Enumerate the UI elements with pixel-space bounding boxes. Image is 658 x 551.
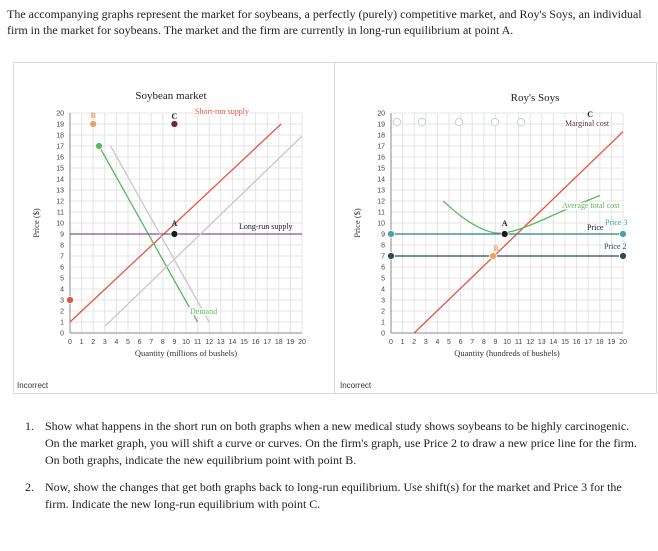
x-tick-label: 18 (274, 339, 283, 346)
empty-point-slot[interactable] (418, 118, 425, 125)
x-tick-label: 20 (298, 339, 306, 346)
y-tick-label: 16 (56, 154, 64, 162)
y-tick-label: 0 (60, 330, 64, 338)
x-axis-label: Quantity (millions of bushels) (134, 348, 238, 358)
y-tick-label: 6 (60, 264, 64, 272)
x-tick-label: 5 (447, 339, 451, 346)
y-tick-label: 1 (381, 319, 385, 327)
empty-point-slot[interactable] (517, 118, 524, 125)
firm-graph[interactable] (335, 63, 656, 393)
y-tick-label: 14 (56, 176, 64, 184)
empty-point-slot[interactable] (393, 118, 400, 125)
x-tick-label: 11 (193, 339, 202, 346)
y-tick-label: 11 (377, 209, 385, 217)
y-tick-label: 17 (56, 143, 64, 151)
x-tick-label: 6 (137, 339, 142, 346)
question-1-number: 1. (25, 419, 34, 433)
x-tick-label: 17 (263, 339, 272, 346)
y-tick-label: 15 (377, 165, 385, 173)
y-tick-label: 17 (377, 143, 385, 151)
point-b (90, 121, 97, 128)
x-tick-label: 3 (102, 339, 107, 346)
point-handle (67, 297, 74, 304)
y-tick-label: 8 (60, 242, 64, 250)
status-incorrect-firm: Incorrect (340, 381, 372, 390)
question-2-text: Now, show the changes that get both graphs back to long-run equilibrium. Use shift(s) for the market and Price 3 for the firm. Indicate the new long-run equilibrium with point C. (45, 480, 622, 511)
y-axis-label: Price ($) (31, 208, 41, 238)
x-tick-label: 2 (412, 339, 417, 346)
y-tick-label: 13 (377, 187, 385, 195)
point-handle (388, 231, 395, 238)
curve-label-demand: Demand (190, 307, 218, 316)
point-label-a: A (171, 219, 178, 228)
market-graph[interactable] (14, 63, 335, 393)
x-tick-label: 19 (286, 339, 295, 346)
firm-graph-panel[interactable] (334, 62, 657, 394)
y-tick-label: 9 (60, 231, 64, 239)
x-tick-label: 12 (526, 339, 535, 346)
y-tick-label: 7 (381, 253, 385, 261)
x-tick-label: 15 (561, 339, 569, 346)
point-label-a: A (501, 219, 508, 228)
y-tick-label: 4 (60, 286, 64, 294)
point-a (171, 231, 178, 238)
x-tick-label: 12 (205, 339, 214, 346)
y-tick-label: 14 (377, 176, 385, 184)
x-tick-label: 14 (549, 339, 558, 346)
y-tick-label: 2 (60, 308, 64, 316)
x-tick-label: 16 (572, 339, 581, 346)
x-tick-label: 11 (514, 339, 523, 346)
y-tick-label: 13 (56, 187, 64, 195)
x-tick-label: 4 (435, 339, 440, 346)
curve-label-price: Price (587, 223, 604, 232)
point-label-c: C (171, 112, 178, 121)
x-tick-label: 1 (400, 339, 405, 346)
y-tick-label: 10 (377, 220, 385, 228)
x-tick-label: 0 (68, 339, 72, 346)
x-tick-label: 13 (216, 339, 225, 346)
empty-point-slot[interactable] (491, 118, 498, 125)
x-axis-label: Quantity (hundreds of bushels) (454, 348, 560, 358)
x-tick-label: 10 (503, 339, 511, 346)
x-tick-label: 8 (481, 339, 486, 346)
curve-label-long-run-supply: Long-run supply (239, 222, 293, 231)
y-tick-label: 5 (381, 275, 385, 283)
x-tick-label: 2 (91, 339, 96, 346)
y-tick-label: 16 (377, 154, 385, 162)
x-tick-label: 0 (389, 339, 393, 346)
y-axis-label: Price ($) (352, 208, 362, 238)
y-tick-label: 15 (56, 165, 64, 173)
x-tick-label: 6 (458, 339, 463, 346)
y-tick-label: 4 (381, 286, 385, 294)
curve-label-marginal-cost: Marginal cost (565, 119, 610, 128)
y-tick-label: 9 (381, 231, 385, 239)
x-tick-label: 13 (537, 339, 546, 346)
curve-label-price-2: Price 2 (604, 242, 627, 251)
helper-line (105, 136, 302, 326)
y-tick-label: 0 (381, 330, 385, 338)
curve-label-price-3: Price 3 (605, 218, 628, 227)
x-tick-label: 14 (228, 339, 237, 346)
x-tick-label: 20 (619, 339, 627, 346)
x-tick-label: 9 (493, 339, 498, 346)
y-tick-label: 5 (60, 275, 64, 283)
x-tick-label: 15 (240, 339, 248, 346)
point-label-b: B (90, 111, 96, 120)
x-tick-label: 9 (172, 339, 177, 346)
y-tick-label: 7 (60, 253, 64, 261)
x-tick-label: 16 (251, 339, 260, 346)
curve-label-short-run-supply: Short-run supply (195, 107, 249, 116)
x-tick-label: 17 (584, 339, 593, 346)
x-tick-label: 18 (595, 339, 604, 346)
x-tick-label: 10 (182, 339, 190, 346)
empty-point-slot[interactable] (455, 118, 462, 125)
point-label-c: C (587, 110, 594, 119)
x-tick-label: 8 (160, 339, 165, 346)
x-tick-label: 7 (149, 339, 154, 346)
point-handle (620, 253, 627, 260)
point-b (490, 253, 497, 260)
y-tick-label: 19 (56, 121, 64, 129)
x-tick-label: 4 (114, 339, 119, 346)
market-graph-panel[interactable] (13, 62, 336, 394)
chart-title: Roy's Soys (510, 92, 560, 104)
point-handle (620, 231, 627, 238)
x-tick-label: 3 (423, 339, 428, 346)
point-c (171, 121, 178, 128)
point-handle (96, 143, 103, 150)
y-tick-label: 12 (56, 198, 64, 206)
intro-text: The accompanying graphs represent the market for soybeans, a perfectly (purely) competitive market, and Roy's Soys, an individual firm in the market for soybeans. The market and the firm are currently in long-run equilibrium at point A. (7, 7, 642, 37)
y-tick-label: 6 (381, 264, 385, 272)
x-tick-label: 7 (470, 339, 475, 346)
y-tick-label: 2 (381, 308, 385, 316)
y-tick-label: 18 (377, 132, 385, 140)
y-tick-label: 3 (381, 297, 385, 305)
y-tick-label: 18 (56, 132, 64, 140)
status-incorrect-market: Incorrect (17, 381, 49, 390)
point-a (501, 231, 508, 238)
y-tick-label: 20 (56, 110, 64, 118)
y-tick-label: 10 (56, 220, 64, 228)
y-tick-label: 1 (60, 319, 64, 327)
x-tick-label: 5 (126, 339, 130, 346)
point-handle (388, 253, 395, 260)
y-tick-label: 11 (56, 209, 64, 217)
x-tick-label: 1 (79, 339, 84, 346)
x-tick-label: 19 (607, 339, 616, 346)
y-tick-label: 19 (377, 121, 385, 129)
question-1-text: Show what happens in the short run on both graphs when a new medical study shows soybeans to be highly carcinogenic. On the market graph, you will shift a curve or curves. On the firm's graph, use Price 2 to draw a new price line for the firm. On both graphs, indicate the new equilibrium point with point B. (45, 419, 637, 467)
question-2-number: 2. (25, 480, 34, 494)
y-tick-label: 20 (377, 110, 385, 118)
y-tick-label: 8 (381, 242, 385, 250)
curve-label-average-total-cost: Average total cost (562, 201, 620, 210)
chart-title: Soybean market (135, 90, 207, 102)
y-tick-label: 3 (60, 297, 64, 305)
point-label-b: B (493, 244, 499, 253)
y-tick-label: 12 (377, 198, 385, 206)
